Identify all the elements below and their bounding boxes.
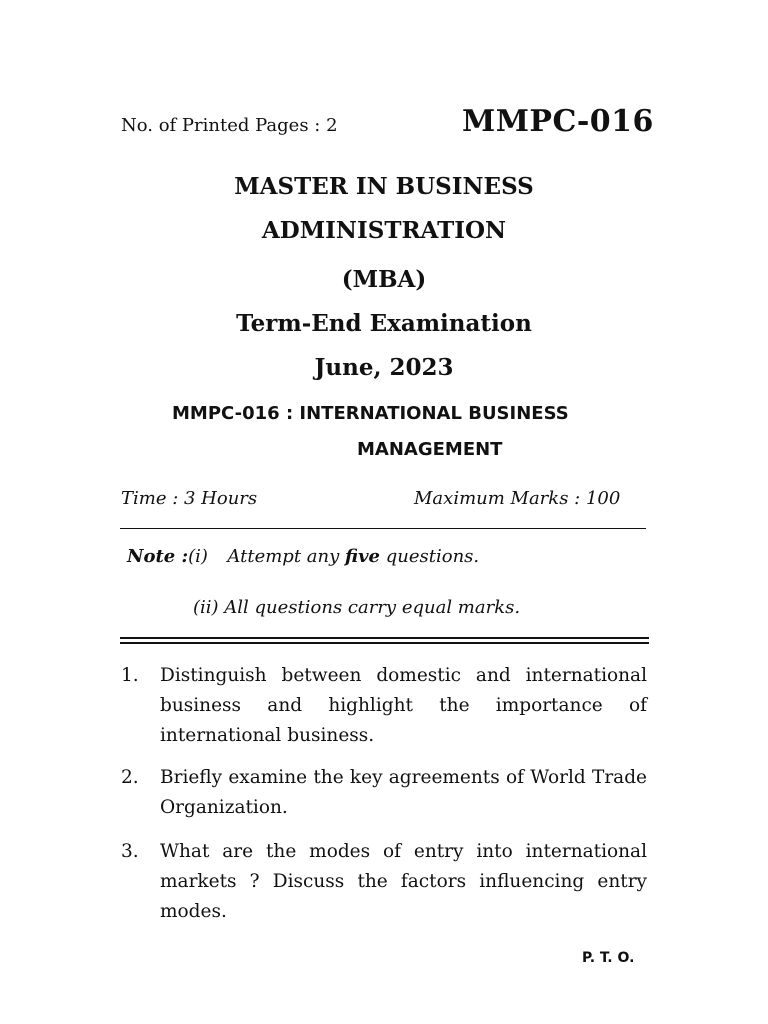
note-text-i-bold: five xyxy=(345,546,380,567)
note-marker-ii: (ii) xyxy=(193,597,219,618)
programme-title-line-1: MASTER IN BUSINESS xyxy=(234,173,534,200)
divider-line xyxy=(120,528,646,529)
note-instruction-2 xyxy=(193,597,520,618)
note-text-ii: All questions carry equal marks. xyxy=(224,597,521,618)
programme-title-line-2: ADMINISTRATION xyxy=(261,217,507,244)
note-marker-i: (i) xyxy=(188,546,208,567)
programme-abbreviation: (MBA) xyxy=(341,266,427,293)
question-text: What are the modes of entry into international markets ? Discuss the factors influencing entry modes. xyxy=(160,841,647,922)
question-3 xyxy=(121,837,647,927)
question-text: Briefly examine the key agreements of World Trade Organization. xyxy=(160,767,647,818)
note-label: Note : xyxy=(127,546,189,567)
printed-pages-count: No. of Printed Pages : 2 xyxy=(121,115,338,136)
subject-title-line-2: MANAGEMENT xyxy=(357,439,503,460)
note-text-i-post: questions. xyxy=(385,546,480,567)
maximum-marks: Maximum Marks : 100 xyxy=(414,488,621,509)
note-instruction-1 xyxy=(127,546,479,567)
double-divider-line xyxy=(120,637,649,644)
exam-session: June, 2023 xyxy=(314,354,454,381)
question-1 xyxy=(121,661,647,751)
exam-name: Term-End Examination xyxy=(236,310,532,337)
question-number: 3. xyxy=(121,841,139,862)
question-text: Distinguish between domestic and international business and highlight the importance of international business. xyxy=(160,665,647,746)
note-text-i-pre: Attempt any xyxy=(227,546,340,567)
question-number: 1. xyxy=(121,665,139,686)
subject-title-line-1: MMPC-016 : INTERNATIONAL BUSINESS xyxy=(172,403,569,424)
question-number: 2. xyxy=(121,767,139,788)
course-code: MMPC-016 xyxy=(462,104,654,139)
exam-duration: Time : 3 Hours xyxy=(121,488,258,509)
please-turn-over: P. T. O. xyxy=(582,950,635,966)
question-2 xyxy=(121,763,647,823)
